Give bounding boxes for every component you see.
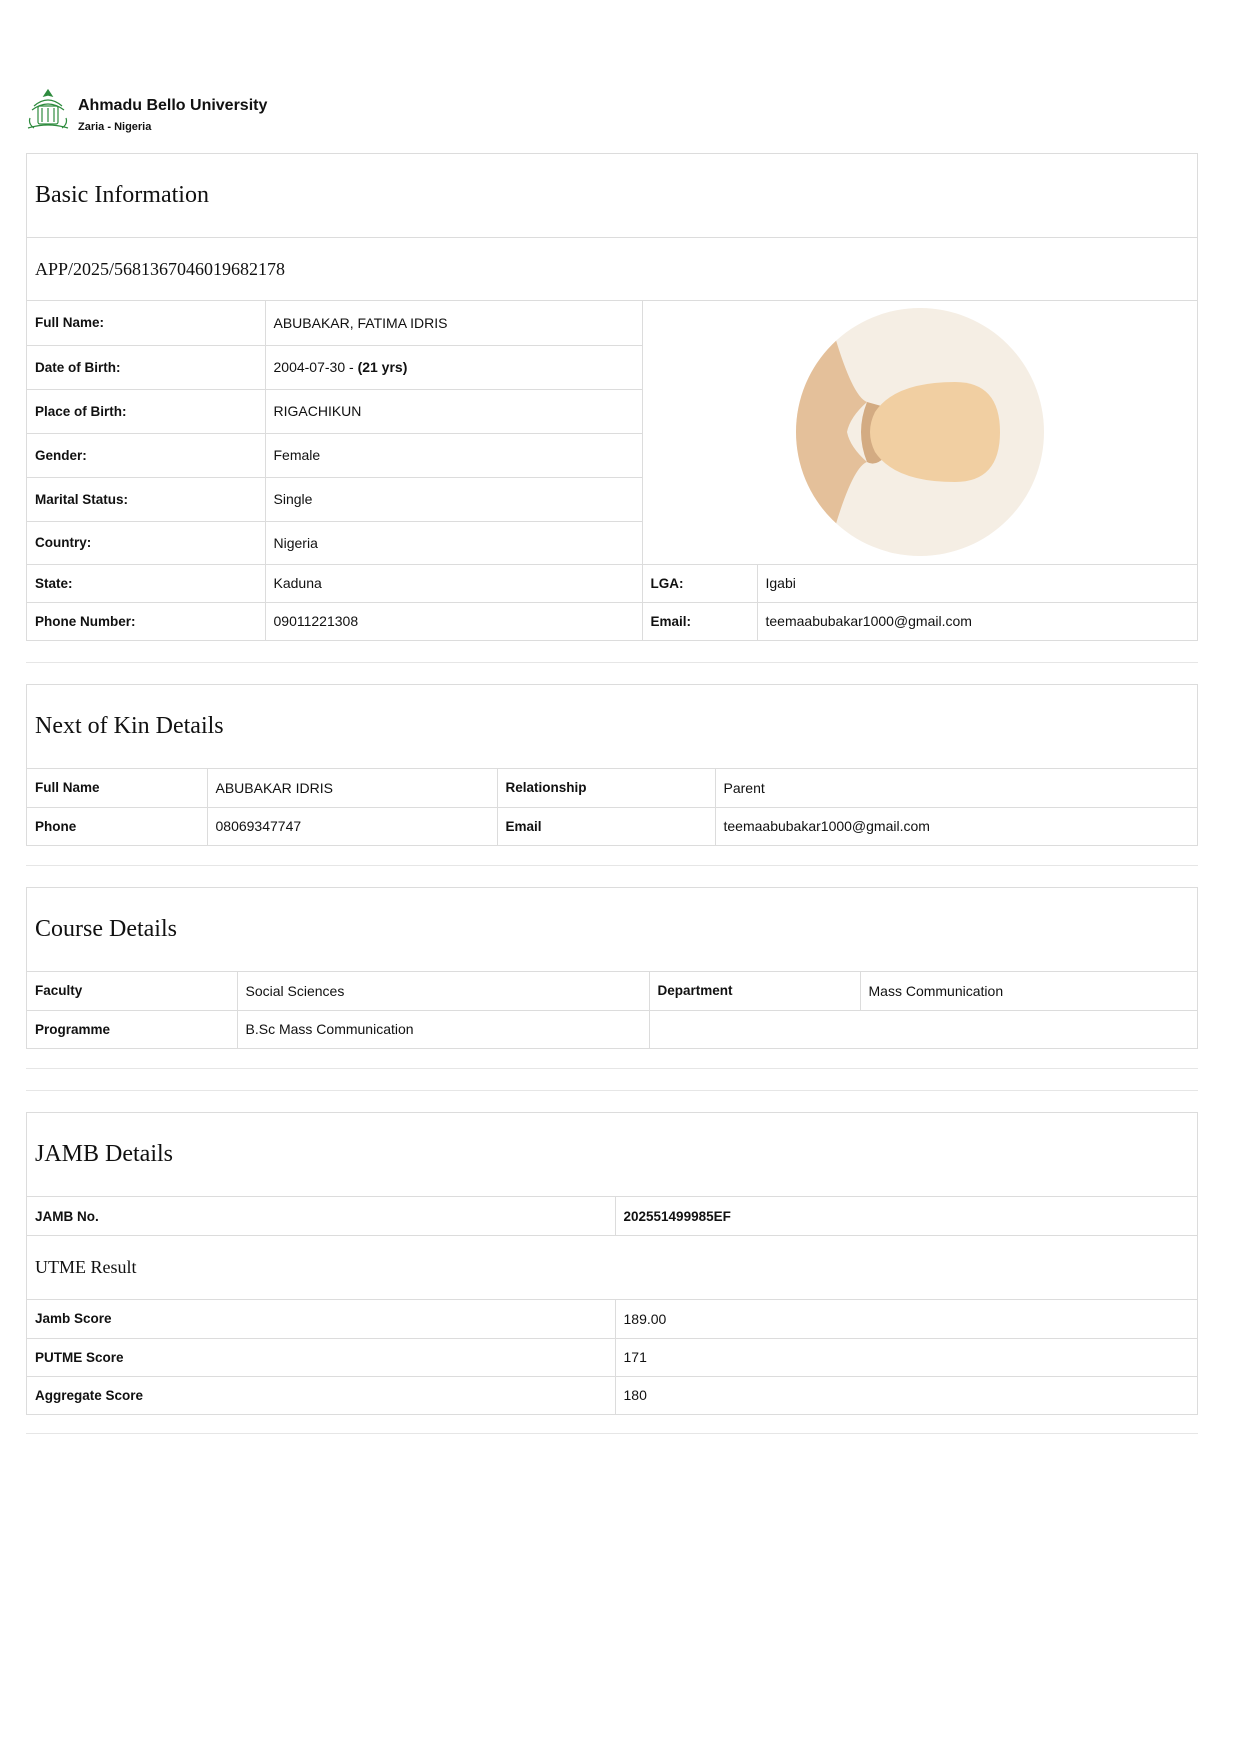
kin-email-value: teemaabubakar1000@gmail.com [715,807,1197,845]
phone-value: 09011221308 [265,602,642,640]
jamb-details-card [26,1112,1198,1415]
section-divider [26,662,1198,663]
putme-score-value: 171 [615,1338,1197,1376]
kin-email-label: Email [497,807,715,845]
jamb-details-title: JAMB Details [27,1113,1197,1197]
basic-information-card [26,153,1198,641]
lga-label: LGA: [642,564,757,602]
state-label: State: [27,564,265,602]
utme-result-table [27,1300,1197,1414]
university-crest-icon [26,88,70,132]
basic-information-table [27,301,1197,640]
kin-phone-label: Phone [27,807,207,845]
email-value: teemaabubakar1000@gmail.com [757,602,1197,640]
age: (21 yrs) [357,359,408,375]
country-label: Country: [27,521,265,564]
dob-date: 2004-07-30 - [273,359,358,375]
photo-cell [642,301,1197,564]
section-divider [26,865,1198,866]
application-number: APP/2025/5681367046019682178 [27,238,1197,301]
aggregate-score-label: Aggregate Score [27,1376,615,1414]
marital-status-value: Single [265,477,642,521]
basic-information-title: Basic Information [27,154,1197,238]
header [26,88,626,138]
jamb-number-table [27,1197,1197,1235]
jamb-number-value: 202551499985EF [615,1197,1197,1235]
faculty-label: Faculty [27,972,237,1010]
department-value: Mass Communication [860,972,1197,1010]
gender-label: Gender: [27,433,265,477]
university-location: Zaria - Nigeria [78,121,152,133]
kin-phone-value: 08069347747 [207,807,497,845]
kin-full-name-value: ABUBAKAR IDRIS [207,769,497,807]
next-of-kin-title: Next of Kin Details [27,685,1197,769]
university-name: Ahmadu Bello University [78,97,268,114]
programme-label: Programme [27,1010,237,1048]
state-value: Kaduna [265,564,642,602]
course-details-card [26,887,1198,1049]
section-divider [26,1068,1198,1069]
kin-full-name-label: Full Name [27,769,207,807]
full-name-label: Full Name: [27,301,265,345]
empty-cell [649,1010,1197,1048]
putme-score-label: PUTME Score [27,1338,615,1376]
marital-status-label: Marital Status: [27,477,265,521]
dob-label: Date of Birth: [27,345,265,389]
pob-value: RIGACHIKUN [265,389,642,433]
avatar-placeholder-icon [795,307,1045,557]
country-value: Nigeria [265,521,642,564]
next-of-kin-card [26,684,1198,846]
jamb-score-value: 189.00 [615,1300,1197,1338]
aggregate-score-value: 180 [615,1376,1197,1414]
full-name-value: ABUBAKAR, FATIMA IDRIS [265,301,642,345]
kin-relationship-label: Relationship [497,769,715,807]
kin-relationship-value: Parent [715,769,1197,807]
programme-value: B.Sc Mass Communication [237,1010,649,1048]
pob-label: Place of Birth: [27,389,265,433]
course-details-table [27,972,1197,1048]
course-details-title: Course Details [27,888,1197,972]
lga-value: Igabi [757,564,1197,602]
jamb-score-label: Jamb Score [27,1300,615,1338]
dob-value [265,345,642,389]
department-label: Department [649,972,860,1010]
email-label: Email: [642,602,757,640]
next-of-kin-table [27,769,1197,845]
section-divider [26,1433,1198,1434]
faculty-value: Social Sciences [237,972,649,1010]
section-divider [26,1090,1198,1091]
jamb-number-label: JAMB No. [27,1197,615,1235]
gender-value: Female [265,433,642,477]
phone-label: Phone Number: [27,602,265,640]
utme-result-title: UTME Result [27,1235,1197,1300]
